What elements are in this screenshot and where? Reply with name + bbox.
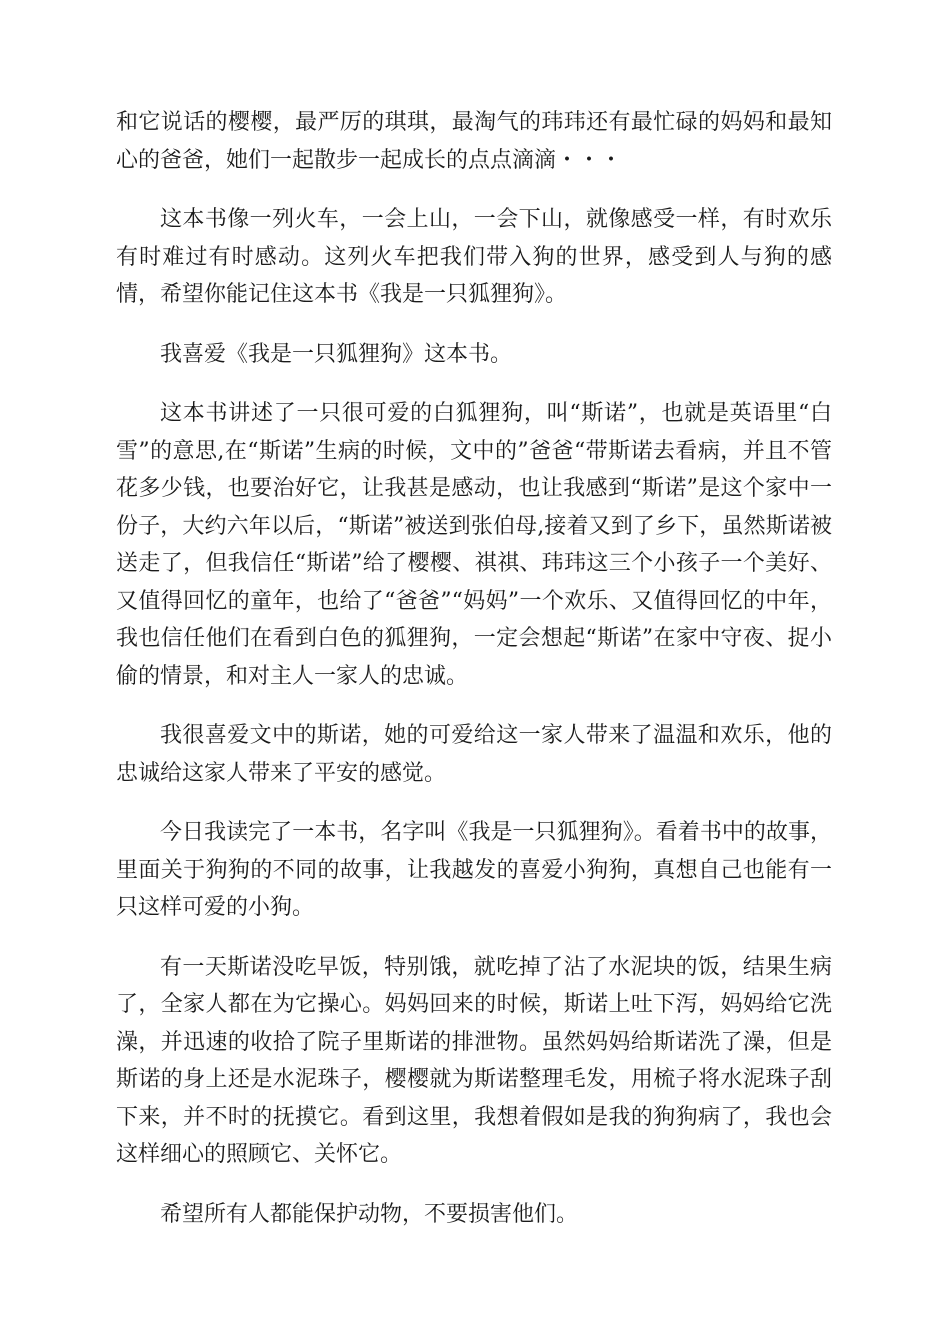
- paragraph: 这本书像一列火车，一会上山，一会下山，就像感受一样，有时欢乐有时难过有时感动。这列火车把我们带入狗的世界，感受到人与狗的感情，希望你能记住这本书《我是一只狐狸狗》。: [116, 207, 832, 307]
- paragraph: 有一天斯诺没吃早饭，特别饿，就吃掉了沾了水泥块的饭，结果生病了，全家人都在为它操心。妈妈回来的时候，斯诺上吐下泻，妈妈给它洗澡，并迅速的收拾了院子里斯诺的排泄物。虽然妈妈给斯诺洗了澡，但是斯诺的身上还是水泥珠子，樱樱就为斯诺整理毛发，用梳子将水泥珠子刮下来，并不时的抚摸它。看到这里，我想着假如是我的狗狗病了，我也会这样细心的照顾它、关怀它。: [116, 954, 832, 1167]
- paragraph: 今日我读完了一本书，名字叫《我是一只狐狸狗》。看着书中的故事，里面关于狗狗的不同的故事，让我越发的喜爱小狗狗，真想自己也能有一只这样可爱的小狗。: [116, 820, 832, 920]
- paragraph: 希望所有人都能保护动物，不要损害他们。: [160, 1201, 579, 1227]
- paragraph-continued: 和它说话的樱樱，最严厉的琪琪，最淘气的玮玮还有最忙碌的妈妈和最知心的爸爸，她们一起散步一起成长的点点滴滴・・・: [116, 110, 832, 173]
- paragraph: 我很喜爱文中的斯诺，她的可爱给这一家人带来了温温和欢乐，他的忠诚给这家人带来了平安的感觉。: [116, 723, 832, 786]
- paragraph: 我喜爱《我是一只狐狸狗》这本书。: [160, 341, 513, 367]
- paragraph: 这本书讲述了一只很可爱的白狐狸狗，叫“斯诺”，也就是英语里“白雪”的意思,在“斯诺”生病的时候，文中的”爸爸“带斯诺去看病，并且不管花多少钱，也要治好它，让我甚是感动，也让我感到“斯诺”是这个家中一份子，大约六年以后，“斯诺”被送到张伯母,接着又到了乡下，虽然斯诺被送走了，但我信任“斯诺”给了樱樱、祺祺、玮玮这三个小孩子一个美好、又值得回忆的童年，也给了“爸爸”“妈妈”一个欢乐、又值得回忆的中年，我也信任他们在看到白色的狐狸狗，一定会想起“斯诺”在家中守夜、捉小偷的情景，和对主人一家人的忠诚。: [116, 401, 832, 689]
- document-body: [116, 104, 832, 1233]
